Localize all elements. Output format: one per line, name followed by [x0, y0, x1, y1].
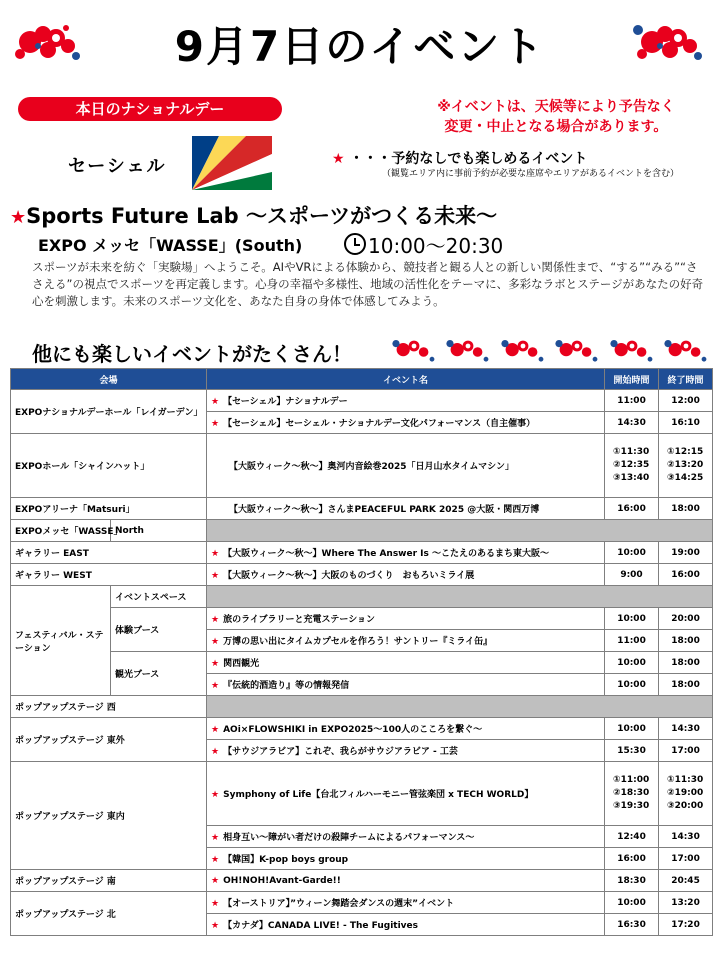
event-name: 【大阪ウィーク～秋～】Where The Answer Is ～こたえのあるまち東大阪～ [223, 549, 550, 559]
other-events-heading: 他にも楽しいイベントがたくさん！ [32, 342, 352, 366]
event-name: 【セーシェル】セーシェル・ナショナルデー文化パフォーマンス（自主催事） [223, 419, 536, 429]
venue-cell: EXPOナショナルデーホール「レイガーデン」 [11, 390, 207, 434]
star-icon: ★ [211, 659, 220, 669]
empty-cell [207, 586, 713, 608]
end-cell: 20:00 [659, 608, 713, 630]
end-cell: 16:10 [659, 412, 713, 434]
seychelles-flag [192, 136, 272, 190]
venue-sub-cell: 体験ブース [111, 608, 207, 652]
featured-title-text: Sports Future Lab ～スポーツがつくる未来～ [26, 204, 498, 228]
start-cell: 10:00 [605, 542, 659, 564]
venue-cell: ギャラリー EAST [11, 542, 207, 564]
featured-event-title [10, 200, 497, 230]
event-name: OH!NOH!Avant-Garde!! [223, 875, 341, 886]
logo-row [390, 334, 710, 366]
end-cell: 17:00 [659, 740, 713, 762]
event-cell [207, 870, 605, 892]
end-cell: 16:00 [659, 564, 713, 586]
event-cell [207, 892, 605, 914]
notice-line-2: 変更・中止となる場合があります。 [444, 119, 668, 135]
star-icon: ★ [211, 855, 220, 865]
expo-logo-icon [499, 334, 547, 364]
event-name: 【セーシェル】ナショナルデー [223, 397, 348, 407]
legend-text: ・・・予約なしでも楽しめるイベント [349, 151, 588, 167]
start-cell: 15:30 [605, 740, 659, 762]
venue-cell: ポップアップステージ 南 [11, 870, 207, 892]
national-day-badge: 本日のナショナルデー [18, 97, 282, 121]
star-icon: ★ [211, 549, 220, 559]
event-cell [207, 542, 605, 564]
table-row [11, 542, 713, 564]
end-cell: 17:20 [659, 914, 713, 936]
table-row [11, 520, 713, 542]
event-cell [207, 740, 605, 762]
empty-cell [207, 520, 713, 542]
star-icon: ★ [211, 790, 220, 800]
notice-line-1: ※イベントは、天候等により予告なく [437, 99, 675, 115]
legend-sub: （観覧エリア内に事前予約が必要な座席やエリアがあるイベントを含む） [382, 169, 680, 179]
end-cell: ①12:15 ②13:20 ③14:25 [659, 434, 713, 498]
star-icon: ★ [211, 899, 220, 909]
expo-logo-icon [390, 334, 438, 364]
start-cell: 11:00 [605, 630, 659, 652]
event-name: 【韓国】K-pop boys group [223, 855, 349, 865]
venue-cell: ポップアップステージ 東内 [11, 762, 207, 870]
event-name: 【サウジアラビア】これぞ、我らがサウジアラビア - 工芸 [223, 747, 458, 757]
empty-cell [207, 696, 713, 718]
event-name: Symphony of Life【台北フィルハーモニー管弦楽団 x TECH WORLD】 [223, 790, 534, 800]
venue-cell: EXPOホール「シャインハット」 [11, 434, 207, 498]
table-row [11, 586, 713, 608]
end-cell: 14:30 [659, 826, 713, 848]
start-cell: 12:40 [605, 826, 659, 848]
end-cell: ①11:30 ②19:00 ③20:00 [659, 762, 713, 826]
event-schedule-table [10, 368, 713, 936]
expo-logo-icon [630, 16, 710, 66]
star-icon: ★ [211, 571, 220, 581]
featured-time-text: 10:00～20:30 [368, 234, 504, 258]
legend [332, 148, 587, 168]
start-cell: 10:00 [605, 608, 659, 630]
table-row [11, 762, 713, 826]
start-cell: 16:00 [605, 498, 659, 520]
event-cell [207, 630, 605, 652]
header-start: 開始時間 [605, 369, 659, 390]
end-cell: 18:00 [659, 498, 713, 520]
end-cell: 12:00 [659, 390, 713, 412]
end-cell: 20:45 [659, 870, 713, 892]
venue-sub-cell: 観光ブース [111, 652, 207, 696]
start-cell: 10:00 [605, 718, 659, 740]
star-icon: ★ [211, 725, 220, 735]
star-icon: ★ [211, 833, 220, 843]
start-cell: 10:00 [605, 892, 659, 914]
country-name: セーシェル [68, 156, 167, 177]
featured-time [344, 230, 503, 259]
start-cell: 16:00 [605, 848, 659, 870]
event-name: 【大阪ウィーク～秋～】さんまPEACEFUL PARK 2025 @大阪・関西万博 [229, 505, 540, 515]
event-cell [207, 652, 605, 674]
table-row [11, 718, 713, 740]
star-icon: ★ [211, 875, 220, 886]
event-name: 万博の思い出にタイムカプセルを作ろう！サントリー『ミライ缶』 [223, 637, 493, 647]
star-icon: ★ [332, 151, 345, 167]
start-cell: 10:00 [605, 652, 659, 674]
star-icon: ★ [211, 681, 220, 691]
start-cell: ①11:30 ②12:35 ③13:40 [605, 434, 659, 498]
event-name: 【カナダ】CANADA LIVE! - The Fugitives [223, 921, 418, 931]
table-header-row [11, 369, 713, 390]
venue-name: EXPOメッセ「WASSE」 [15, 527, 123, 537]
table-row [11, 892, 713, 914]
end-cell: 17:00 [659, 848, 713, 870]
venue-cell: ポップアップステージ 東外 [11, 718, 207, 762]
end-cell: 19:00 [659, 542, 713, 564]
event-cell [207, 390, 605, 412]
star-icon: ★ [211, 615, 220, 625]
table-row [11, 608, 713, 630]
start-cell: 10:00 [605, 674, 659, 696]
event-name: 【大阪ウィーク～秋～】大阪のものづくり おもろいミライ展 [223, 571, 475, 581]
expo-logo-icon [608, 334, 656, 364]
event-cell [207, 412, 605, 434]
event-name: 関西観光 [223, 659, 260, 669]
event-name: 【大阪ウィーク～秋～】奥河内音絵巻2025「日月山水タイムマシン」 [229, 462, 514, 472]
venue-cell: ポップアップステージ 西 [11, 696, 207, 718]
event-name: 【オーストリア】”ウィーン舞踏会ダンスの週末”イベント [223, 899, 455, 909]
table-row [11, 652, 713, 674]
venue-cell: ギャラリー WEST [11, 564, 207, 586]
expo-logo-icon [553, 334, 601, 364]
star-icon: ★ [211, 397, 220, 407]
table-row [11, 564, 713, 586]
event-cell [207, 498, 605, 520]
event-cell [207, 914, 605, 936]
event-cell [207, 564, 605, 586]
event-name: 旅のライブラリーと充電ステーション [223, 615, 376, 625]
featured-venue: EXPO メッセ「WASSE」(South) [38, 236, 303, 255]
header-venue: 会場 [11, 369, 207, 390]
page-title: 9月7日のイベント [174, 22, 546, 71]
featured-description: スポーツが未来を紡ぐ「実験場」へようこそ。AIやVRによる体験から、競技者と観る人との新しい関係性まで、“する”“みる”“ささえる”の視点でスポーツを再定義します。心身の幸福や多様性、地域の活性化をテーマに、多彩なラボとステージがあなたの好奇心を刺激します。未来のスポーツ文化を、あなた自身の身体で体感してみよう。 [32, 260, 704, 308]
start-cell: ①11:00 ②18:30 ③19:30 [605, 762, 659, 826]
start-cell: 14:30 [605, 412, 659, 434]
clock-icon [344, 233, 366, 255]
header-event: イベント名 [207, 369, 605, 390]
expo-logo-icon [662, 334, 710, 364]
table-row [11, 390, 713, 412]
table-row [11, 696, 713, 718]
notice [400, 97, 712, 137]
event-cell [207, 762, 605, 826]
venue-cell: EXPOアリーナ「Matsuri」 [11, 498, 207, 520]
table-row [11, 498, 713, 520]
star-icon: ★ [211, 419, 220, 429]
event-cell [207, 674, 605, 696]
end-cell: 18:00 [659, 630, 713, 652]
event-name: 『伝統的酒造り』等の情報発信 [223, 681, 350, 691]
event-cell [207, 608, 605, 630]
expo-logo-icon [444, 334, 492, 364]
start-cell: 9:00 [605, 564, 659, 586]
end-cell: 14:30 [659, 718, 713, 740]
event-cell [207, 826, 605, 848]
star-icon: ★ [10, 207, 27, 228]
venue-cell: ポップアップステージ 北 [11, 892, 207, 936]
end-cell: 13:20 [659, 892, 713, 914]
table-row [11, 870, 713, 892]
event-cell [207, 848, 605, 870]
start-cell: 16:30 [605, 914, 659, 936]
table-row [11, 434, 713, 498]
venue-cell [11, 520, 123, 542]
event-cell [207, 434, 605, 498]
star-icon: ★ [211, 747, 220, 757]
venue-cell: フェスティバル・ステーション [11, 586, 111, 696]
star-icon: ★ [211, 921, 220, 931]
header-end: 終了時間 [659, 369, 713, 390]
star-icon: ★ [211, 637, 220, 647]
venue-sub-cell: イベントスペース [111, 586, 207, 608]
venue-sub-cell: North [111, 520, 207, 542]
event-cell [207, 718, 605, 740]
start-cell: 18:30 [605, 870, 659, 892]
end-cell: 18:00 [659, 652, 713, 674]
event-name: AOi×FLOWSHIKI in EXPO2025～100人のこころを繋ぐ～ [223, 725, 483, 735]
event-name: 相身互い～障がい者だけの殺陣チームによるパフォーマンス～ [223, 833, 475, 843]
start-cell: 11:00 [605, 390, 659, 412]
end-cell: 18:00 [659, 674, 713, 696]
